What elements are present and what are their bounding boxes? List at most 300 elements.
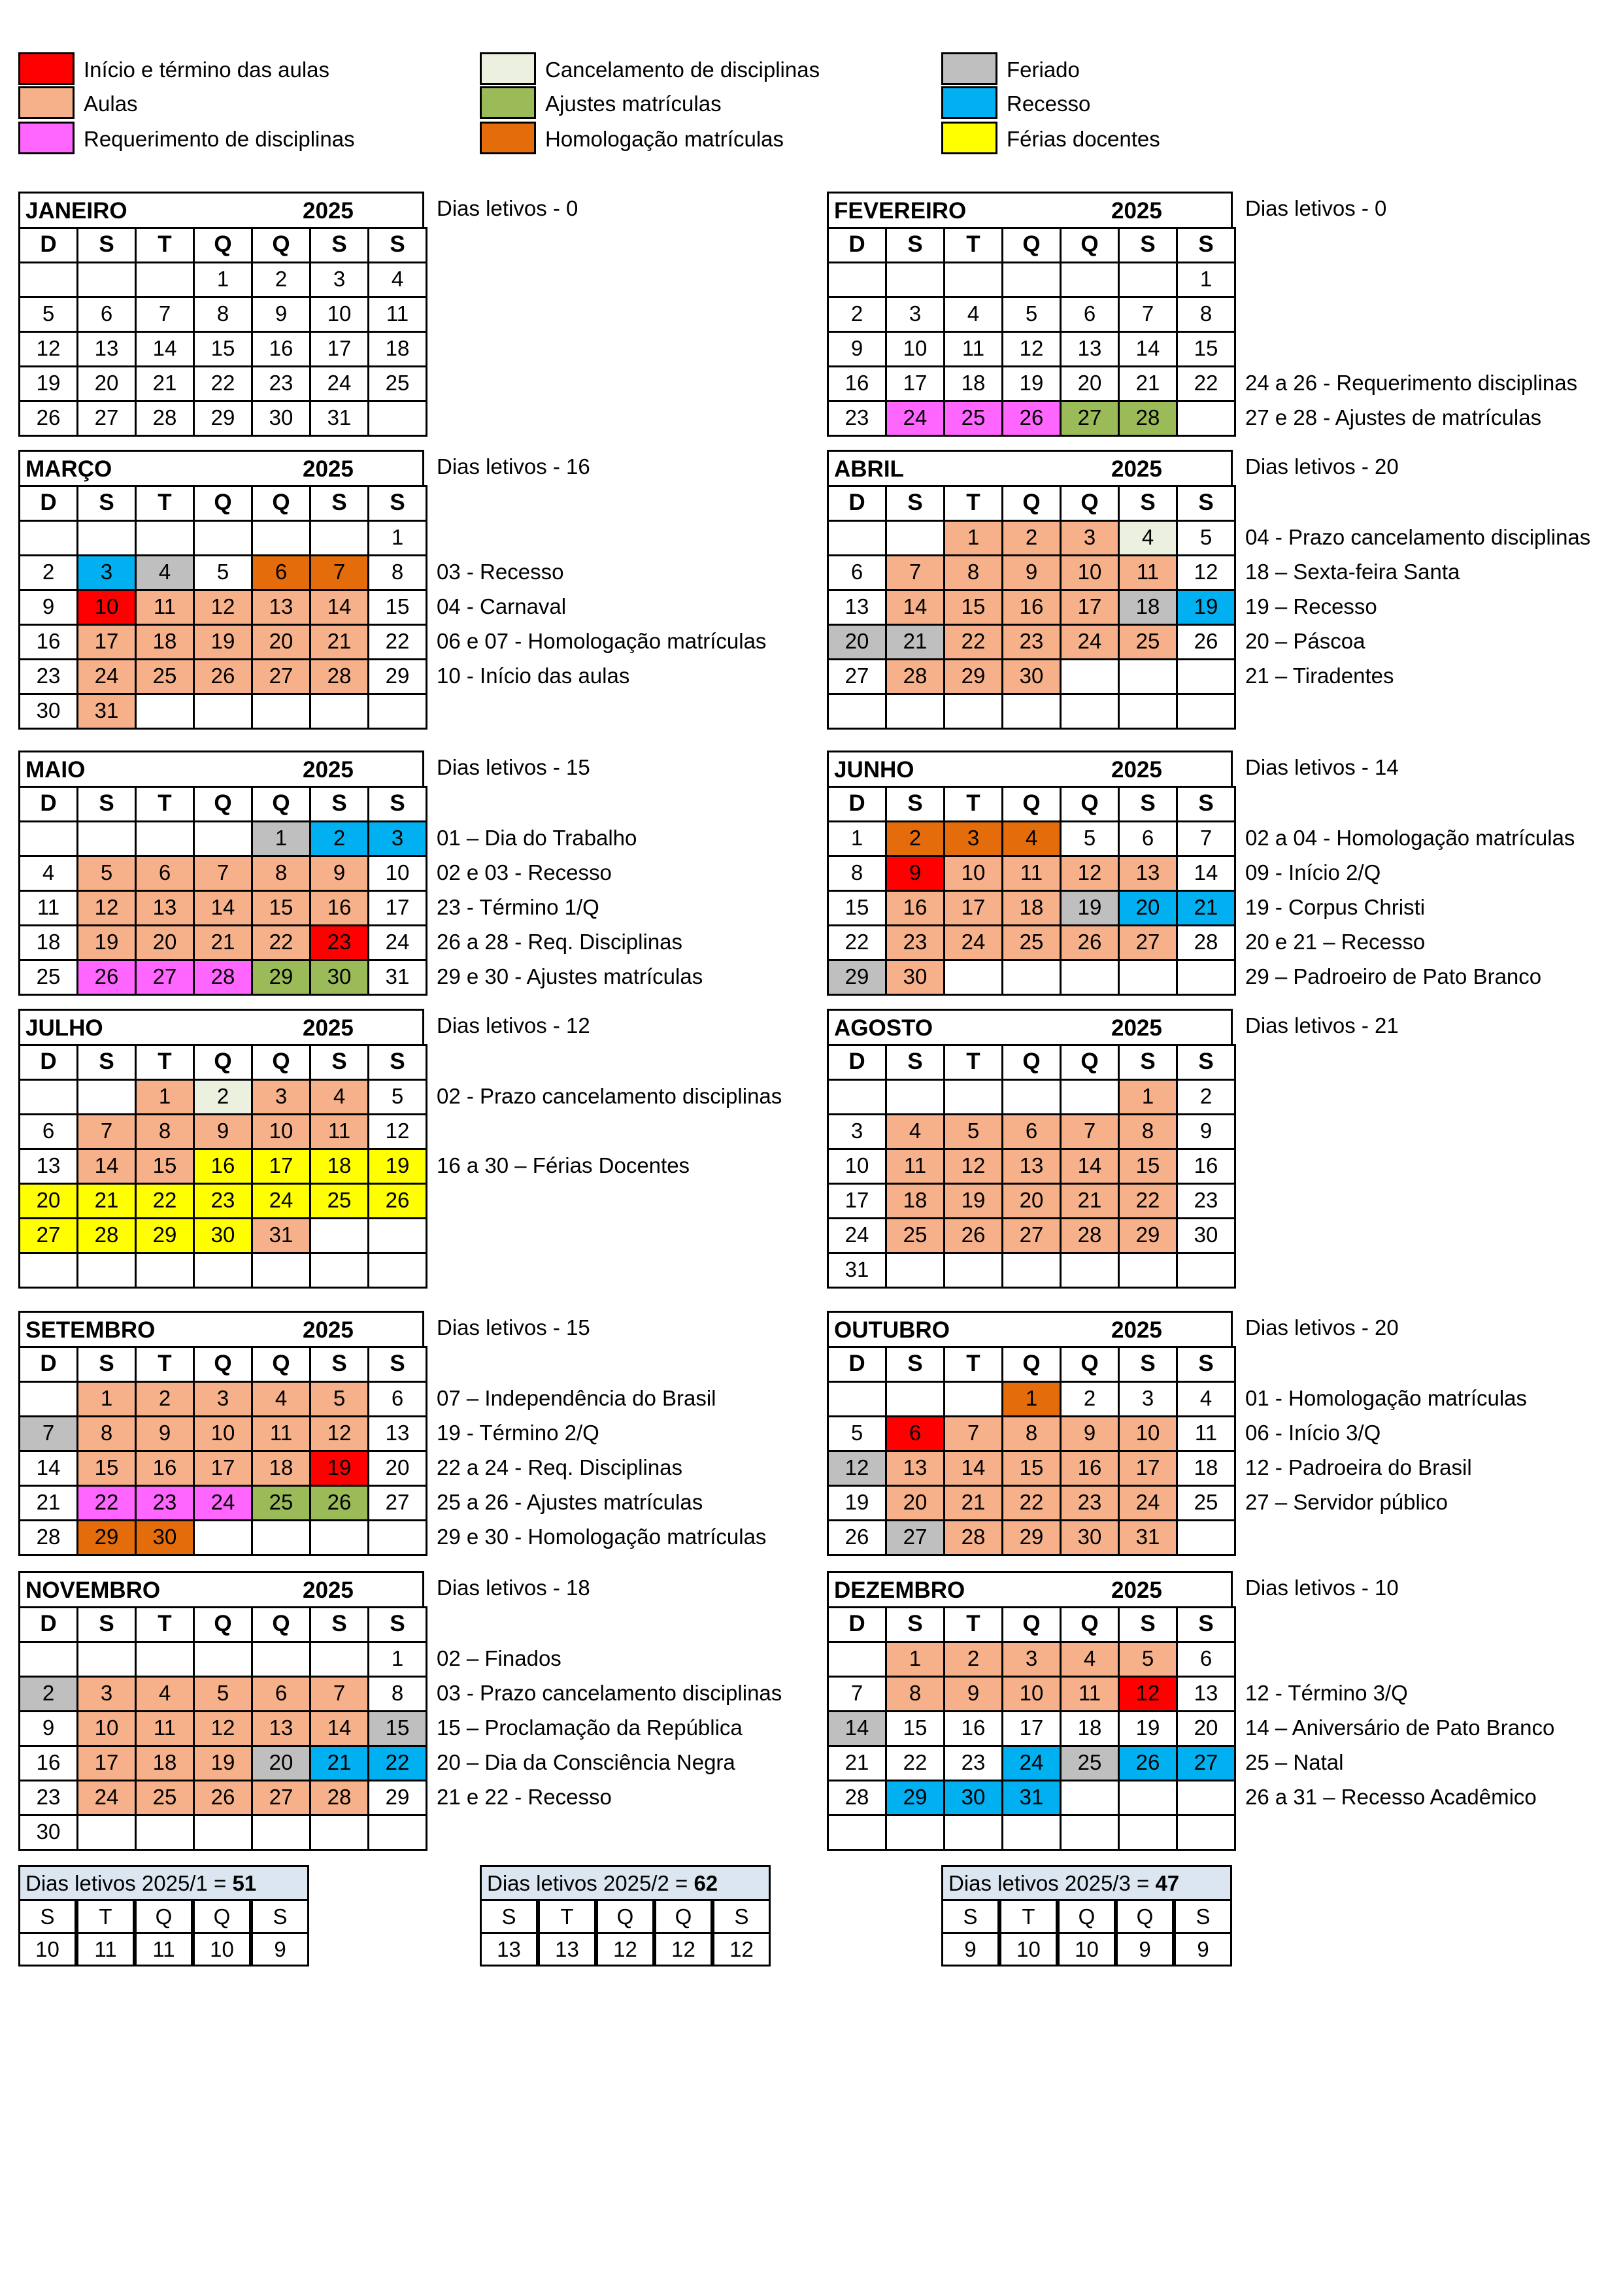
day-cell: 1 bbox=[135, 1079, 195, 1115]
day-cell: 30 bbox=[193, 1217, 253, 1254]
month-year: 2025 bbox=[1111, 1578, 1162, 1603]
day-cell: 15 bbox=[135, 1148, 195, 1185]
day-cell: 4 bbox=[251, 1381, 311, 1417]
day-cell: 17 bbox=[885, 365, 945, 402]
month-name: MARÇO bbox=[25, 456, 112, 482]
day-cell: 20 bbox=[251, 1745, 311, 1781]
day-cell: 28 bbox=[1176, 924, 1236, 961]
day-cell: 25 bbox=[1001, 924, 1062, 961]
weekday-header: T bbox=[943, 1044, 1003, 1081]
day-cell: 18 bbox=[1118, 589, 1178, 626]
day-cell: 4 bbox=[1176, 1381, 1236, 1417]
day-cell: 2 bbox=[1060, 1381, 1120, 1417]
event-note: 29 e 30 - Homologação matrículas bbox=[437, 1525, 767, 1549]
day-cell: 4 bbox=[135, 554, 195, 591]
day-cell: 28 bbox=[76, 1217, 137, 1254]
day-cell: 11 bbox=[1060, 1676, 1120, 1712]
day-cell: 16 bbox=[18, 1745, 78, 1781]
day-cell: 3 bbox=[943, 820, 1003, 857]
day-cell: 29 bbox=[367, 658, 427, 695]
day-cell: 3 bbox=[1060, 520, 1120, 556]
day-cell: 6 bbox=[1176, 1641, 1236, 1678]
month-header bbox=[827, 1571, 1233, 1608]
day-cell: 11 bbox=[1118, 554, 1178, 591]
day-cell: 10 bbox=[367, 855, 427, 892]
day-cell: 7 bbox=[885, 554, 945, 591]
day-cell: 5 bbox=[76, 855, 137, 892]
empty-cell bbox=[1001, 262, 1062, 298]
event-note: 23 - Término 1/Q bbox=[437, 895, 599, 919]
summary-count: 9 bbox=[1116, 1932, 1174, 1967]
day-cell: 27 bbox=[885, 1519, 945, 1556]
day-cell: 29 bbox=[943, 658, 1003, 695]
day-cell: 31 bbox=[827, 1252, 887, 1289]
weekday-header: S bbox=[885, 786, 945, 822]
day-cell: 4 bbox=[1001, 820, 1062, 857]
empty-cell bbox=[193, 1252, 253, 1289]
day-cell: 3 bbox=[367, 820, 427, 857]
day-cell: 3 bbox=[309, 262, 369, 298]
day-cell: 23 bbox=[135, 1485, 195, 1521]
day-cell: 28 bbox=[943, 1519, 1003, 1556]
weekday-header: S bbox=[1176, 1346, 1236, 1383]
weekday-header: S bbox=[1118, 227, 1178, 263]
event-note: 06 - Início 3/Q bbox=[1245, 1421, 1381, 1445]
day-cell: 22 bbox=[885, 1745, 945, 1781]
empty-cell bbox=[885, 520, 945, 556]
day-cell: 22 bbox=[367, 1745, 427, 1781]
weekday-header: S bbox=[76, 485, 137, 522]
empty-cell bbox=[1060, 1814, 1120, 1851]
summary-weekday: S bbox=[941, 1899, 999, 1934]
weekday-header: D bbox=[827, 1346, 887, 1383]
empty-cell bbox=[193, 1641, 253, 1678]
day-cell: 12 bbox=[367, 1113, 427, 1150]
day-cell: 1 bbox=[1118, 1079, 1178, 1115]
dias-letivos-label: Dias letivos - 0 bbox=[1245, 196, 1387, 220]
day-cell: 13 bbox=[1176, 1676, 1236, 1712]
day-cell: 19 bbox=[1176, 589, 1236, 626]
summary-weekday: Q bbox=[193, 1899, 251, 1934]
weekday-header: S bbox=[309, 1044, 369, 1081]
weekday-header: S bbox=[76, 1044, 137, 1081]
day-cell: 20 bbox=[18, 1183, 78, 1219]
month-name: JUNHO bbox=[834, 757, 914, 783]
day-cell: 27 bbox=[1118, 924, 1178, 961]
day-cell: 15 bbox=[76, 1450, 137, 1487]
day-cell: 2 bbox=[309, 820, 369, 857]
day-cell: 12 bbox=[1176, 554, 1236, 591]
day-cell: 14 bbox=[1118, 331, 1178, 367]
day-cell: 18 bbox=[309, 1148, 369, 1185]
summary-weekday: S bbox=[18, 1899, 76, 1934]
day-cell: 21 bbox=[76, 1183, 137, 1219]
empty-cell bbox=[135, 520, 195, 556]
day-cell: 30 bbox=[943, 1780, 1003, 1816]
day-cell: 16 bbox=[251, 331, 311, 367]
event-note: 20 – Dia da Consciência Negra bbox=[437, 1750, 735, 1774]
weekday-header: T bbox=[135, 786, 195, 822]
day-cell: 13 bbox=[885, 1450, 945, 1487]
weekday-header: D bbox=[18, 786, 78, 822]
day-cell: 4 bbox=[885, 1113, 945, 1150]
day-cell: 6 bbox=[135, 855, 195, 892]
weekday-header: D bbox=[18, 1606, 78, 1643]
event-note: 24 a 26 - Requerimento disciplinas bbox=[1245, 371, 1578, 395]
day-cell: 25 bbox=[885, 1217, 945, 1254]
month-year: 2025 bbox=[303, 1578, 354, 1603]
day-cell: 21 bbox=[827, 1745, 887, 1781]
day-cell: 15 bbox=[943, 589, 1003, 626]
day-cell: 14 bbox=[1176, 855, 1236, 892]
empty-cell bbox=[1176, 658, 1236, 695]
day-cell: 22 bbox=[135, 1183, 195, 1219]
day-cell: 6 bbox=[18, 1113, 78, 1150]
day-cell: 24 bbox=[1001, 1745, 1062, 1781]
day-cell: 2 bbox=[943, 1641, 1003, 1678]
day-cell: 31 bbox=[1118, 1519, 1178, 1556]
event-note: 27 e 28 - Ajustes de matrículas bbox=[1245, 405, 1542, 430]
day-cell: 30 bbox=[309, 959, 369, 996]
day-cell: 8 bbox=[193, 296, 253, 333]
empty-cell bbox=[135, 1814, 195, 1851]
empty-cell bbox=[1060, 693, 1120, 730]
day-cell: 5 bbox=[193, 554, 253, 591]
month-year: 2025 bbox=[1111, 1317, 1162, 1343]
month-name: FEVEREIRO bbox=[834, 198, 967, 224]
empty-cell bbox=[251, 1641, 311, 1678]
empty-cell bbox=[18, 520, 78, 556]
summary-count: 12 bbox=[654, 1932, 712, 1967]
day-cell: 1 bbox=[193, 262, 253, 298]
empty-cell bbox=[1001, 1814, 1062, 1851]
day-cell: 5 bbox=[1001, 296, 1062, 333]
month-header bbox=[18, 1009, 424, 1046]
day-cell: 18 bbox=[1176, 1450, 1236, 1487]
day-cell: 14 bbox=[76, 1148, 137, 1185]
day-cell: 7 bbox=[309, 554, 369, 591]
day-cell: 31 bbox=[309, 400, 369, 437]
day-cell: 10 bbox=[1001, 1676, 1062, 1712]
month-year: 2025 bbox=[303, 198, 354, 224]
day-cell: 20 bbox=[76, 365, 137, 402]
day-cell: 20 bbox=[251, 624, 311, 660]
empty-cell bbox=[1001, 1252, 1062, 1289]
day-cell: 27 bbox=[135, 959, 195, 996]
day-cell: 27 bbox=[827, 658, 887, 695]
day-cell: 15 bbox=[827, 890, 887, 926]
weekday-header: T bbox=[943, 1346, 1003, 1383]
empty-cell bbox=[1176, 400, 1236, 437]
event-note: 02 - Prazo cancelamento disciplinas bbox=[437, 1084, 782, 1108]
month-year: 2025 bbox=[303, 757, 354, 783]
empty-cell bbox=[367, 1217, 427, 1254]
day-cell: 18 bbox=[135, 1745, 195, 1781]
day-cell: 27 bbox=[251, 658, 311, 695]
day-cell: 16 bbox=[309, 890, 369, 926]
day-cell: 25 bbox=[309, 1183, 369, 1219]
summary-count: 11 bbox=[135, 1932, 193, 1967]
weekday-header: Q bbox=[193, 1606, 253, 1643]
day-cell: 20 bbox=[135, 924, 195, 961]
empty-cell bbox=[135, 1641, 195, 1678]
day-cell: 3 bbox=[193, 1381, 253, 1417]
weekday-header: S bbox=[76, 227, 137, 263]
day-cell: 6 bbox=[76, 296, 137, 333]
day-cell: 26 bbox=[827, 1519, 887, 1556]
weekday-header: S bbox=[1118, 1346, 1178, 1383]
weekday-header: S bbox=[1176, 485, 1236, 522]
empty-cell bbox=[885, 1814, 945, 1851]
day-cell: 7 bbox=[1176, 820, 1236, 857]
event-note: 12 - Padroeira do Brasil bbox=[1245, 1455, 1472, 1479]
empty-cell bbox=[885, 1381, 945, 1417]
weekday-header: S bbox=[1118, 485, 1178, 522]
empty-cell bbox=[943, 1079, 1003, 1115]
day-cell: 31 bbox=[251, 1217, 311, 1254]
empty-cell bbox=[943, 262, 1003, 298]
day-cell: 6 bbox=[251, 554, 311, 591]
day-cell: 29 bbox=[1118, 1217, 1178, 1254]
empty-cell bbox=[18, 1641, 78, 1678]
summary-count: 12 bbox=[596, 1932, 654, 1967]
empty-cell bbox=[827, 1079, 887, 1115]
weekday-header: S bbox=[309, 786, 369, 822]
day-cell: 17 bbox=[193, 1450, 253, 1487]
day-cell: 23 bbox=[1176, 1183, 1236, 1219]
weekday-header: T bbox=[135, 485, 195, 522]
summary-weekday: T bbox=[538, 1899, 596, 1934]
day-cell: 22 bbox=[193, 365, 253, 402]
day-cell: 26 bbox=[193, 1780, 253, 1816]
empty-cell bbox=[1176, 959, 1236, 996]
day-cell: 26 bbox=[1118, 1745, 1178, 1781]
event-note: 03 - Prazo cancelamento disciplinas bbox=[437, 1681, 782, 1705]
empty-cell bbox=[76, 520, 137, 556]
day-cell: 13 bbox=[18, 1148, 78, 1185]
empty-cell bbox=[18, 1079, 78, 1115]
day-cell: 22 bbox=[76, 1485, 137, 1521]
empty-cell bbox=[1176, 1252, 1236, 1289]
weekday-header: S bbox=[1118, 1044, 1178, 1081]
month-year: 2025 bbox=[1111, 198, 1162, 224]
day-cell: 30 bbox=[885, 959, 945, 996]
weekday-header: Q bbox=[1001, 1606, 1062, 1643]
day-cell: 11 bbox=[309, 1113, 369, 1150]
month-name: JANEIRO bbox=[25, 198, 127, 224]
day-cell: 11 bbox=[251, 1415, 311, 1452]
weekday-header: Q bbox=[1001, 485, 1062, 522]
day-cell: 12 bbox=[943, 1148, 1003, 1185]
summary-total: 51 bbox=[232, 1871, 257, 1895]
day-cell: 19 bbox=[367, 1148, 427, 1185]
empty-cell bbox=[367, 400, 427, 437]
empty-cell bbox=[193, 1519, 253, 1556]
legend-swatch bbox=[480, 86, 536, 119]
event-note: 01 - Homologação matrículas bbox=[1245, 1386, 1528, 1410]
day-cell: 23 bbox=[1060, 1485, 1120, 1521]
month-year: 2025 bbox=[303, 456, 354, 482]
empty-cell bbox=[309, 1814, 369, 1851]
dias-letivos-label: Dias letivos - 18 bbox=[437, 1576, 590, 1600]
day-cell: 18 bbox=[18, 924, 78, 961]
weekday-header: S bbox=[76, 1606, 137, 1643]
month-year: 2025 bbox=[1111, 456, 1162, 482]
day-cell: 18 bbox=[885, 1183, 945, 1219]
event-note: 26 a 28 - Req. Disciplinas bbox=[437, 930, 683, 954]
day-cell: 12 bbox=[827, 1450, 887, 1487]
dias-letivos-label: Dias letivos - 16 bbox=[437, 454, 590, 479]
empty-cell bbox=[943, 1252, 1003, 1289]
day-cell: 5 bbox=[18, 296, 78, 333]
weekday-header: Q bbox=[193, 1044, 253, 1081]
summary-weekday: Q bbox=[1116, 1899, 1174, 1934]
day-cell: 25 bbox=[135, 1780, 195, 1816]
day-cell: 7 bbox=[1060, 1113, 1120, 1150]
weekday-header: T bbox=[943, 1606, 1003, 1643]
day-cell: 10 bbox=[1060, 554, 1120, 591]
day-cell: 5 bbox=[943, 1113, 1003, 1150]
event-note: 07 – Independência do Brasil bbox=[437, 1386, 716, 1410]
month-name: MAIO bbox=[25, 757, 86, 783]
dias-letivos-label: Dias letivos - 20 bbox=[1245, 454, 1399, 479]
day-cell: 21 bbox=[309, 1745, 369, 1781]
day-cell: 15 bbox=[1176, 331, 1236, 367]
day-cell: 12 bbox=[1118, 1676, 1178, 1712]
day-cell: 11 bbox=[135, 589, 195, 626]
legend-swatch bbox=[18, 122, 75, 154]
empty-cell bbox=[309, 1252, 369, 1289]
summary-count: 13 bbox=[480, 1932, 538, 1967]
day-cell: 19 bbox=[943, 1183, 1003, 1219]
event-note: 22 a 24 - Req. Disciplinas bbox=[437, 1455, 683, 1479]
empty-cell bbox=[193, 520, 253, 556]
day-cell: 2 bbox=[135, 1381, 195, 1417]
month-name: AGOSTO bbox=[834, 1015, 933, 1041]
day-cell: 9 bbox=[1176, 1113, 1236, 1150]
summary-weekday: Q bbox=[135, 1899, 193, 1934]
day-cell: 8 bbox=[135, 1113, 195, 1150]
event-note: 15 – Proclamação da República bbox=[437, 1715, 743, 1740]
day-cell: 21 bbox=[309, 624, 369, 660]
day-cell: 25 bbox=[1176, 1485, 1236, 1521]
day-cell: 20 bbox=[827, 624, 887, 660]
day-cell: 24 bbox=[1060, 624, 1120, 660]
day-cell: 5 bbox=[193, 1676, 253, 1712]
day-cell: 13 bbox=[251, 1710, 311, 1747]
day-cell: 12 bbox=[193, 589, 253, 626]
day-cell: 19 bbox=[193, 624, 253, 660]
summary-header bbox=[18, 1865, 309, 1901]
summary-header bbox=[480, 1865, 771, 1901]
event-note: 04 - Carnaval bbox=[437, 594, 567, 618]
day-cell: 13 bbox=[1060, 331, 1120, 367]
month-year: 2025 bbox=[303, 1015, 354, 1041]
day-cell: 28 bbox=[1118, 400, 1178, 437]
day-cell: 30 bbox=[1060, 1519, 1120, 1556]
day-cell: 28 bbox=[18, 1519, 78, 1556]
summary-count: 10 bbox=[18, 1932, 76, 1967]
day-cell: 8 bbox=[367, 1676, 427, 1712]
day-cell: 3 bbox=[827, 1113, 887, 1150]
empty-cell bbox=[1118, 262, 1178, 298]
weekday-header: Q bbox=[251, 1346, 311, 1383]
day-cell: 22 bbox=[1001, 1485, 1062, 1521]
empty-cell bbox=[1118, 1814, 1178, 1851]
day-cell: 21 bbox=[1176, 890, 1236, 926]
day-cell: 3 bbox=[251, 1079, 311, 1115]
day-cell: 9 bbox=[943, 1676, 1003, 1712]
day-cell: 23 bbox=[827, 400, 887, 437]
empty-cell bbox=[1060, 1079, 1120, 1115]
day-cell: 27 bbox=[1060, 400, 1120, 437]
day-cell: 6 bbox=[1060, 296, 1120, 333]
empty-cell bbox=[76, 262, 137, 298]
day-cell: 2 bbox=[18, 554, 78, 591]
day-cell: 6 bbox=[827, 554, 887, 591]
day-cell: 10 bbox=[885, 331, 945, 367]
empty-cell bbox=[1060, 1780, 1120, 1816]
day-cell: 1 bbox=[367, 520, 427, 556]
weekday-header: D bbox=[18, 1044, 78, 1081]
day-cell: 11 bbox=[367, 296, 427, 333]
day-cell: 17 bbox=[1118, 1450, 1178, 1487]
day-cell: 26 bbox=[1060, 924, 1120, 961]
weekday-header: Q bbox=[1060, 1606, 1120, 1643]
empty-cell bbox=[251, 1519, 311, 1556]
month-header bbox=[18, 1311, 424, 1348]
legend-swatch bbox=[18, 86, 75, 119]
weekday-header: Q bbox=[251, 1606, 311, 1643]
weekday-header: D bbox=[827, 786, 887, 822]
day-cell: 5 bbox=[827, 1415, 887, 1452]
day-cell: 22 bbox=[251, 924, 311, 961]
day-cell: 9 bbox=[885, 855, 945, 892]
summary-weekday: T bbox=[76, 1899, 135, 1934]
day-cell: 22 bbox=[1118, 1183, 1178, 1219]
weekday-header: D bbox=[827, 485, 887, 522]
event-note: 16 a 30 – Férias Docentes bbox=[437, 1153, 690, 1177]
day-cell: 21 bbox=[193, 924, 253, 961]
day-cell: 28 bbox=[135, 400, 195, 437]
day-cell: 12 bbox=[1001, 331, 1062, 367]
weekday-header: Q bbox=[1001, 1044, 1062, 1081]
day-cell: 16 bbox=[135, 1450, 195, 1487]
event-note: 19 - Término 2/Q bbox=[437, 1421, 599, 1445]
day-cell: 24 bbox=[1118, 1485, 1178, 1521]
day-cell: 9 bbox=[251, 296, 311, 333]
day-cell: 6 bbox=[251, 1676, 311, 1712]
day-cell: 24 bbox=[76, 1780, 137, 1816]
weekday-header: Q bbox=[1060, 786, 1120, 822]
event-note: 19 - Corpus Christi bbox=[1245, 895, 1426, 919]
day-cell: 29 bbox=[135, 1217, 195, 1254]
empty-cell bbox=[193, 1814, 253, 1851]
empty-cell bbox=[827, 1381, 887, 1417]
summary-count: 9 bbox=[251, 1932, 309, 1967]
day-cell: 26 bbox=[76, 959, 137, 996]
day-cell: 17 bbox=[76, 624, 137, 660]
day-cell: 27 bbox=[367, 1485, 427, 1521]
weekday-header: S bbox=[885, 227, 945, 263]
day-cell: 16 bbox=[827, 365, 887, 402]
month-header bbox=[18, 450, 424, 487]
summary-count: 12 bbox=[712, 1932, 771, 1967]
day-cell: 13 bbox=[1118, 855, 1178, 892]
day-cell: 13 bbox=[1001, 1148, 1062, 1185]
event-note: 09 - Início 2/Q bbox=[1245, 860, 1381, 885]
empty-cell bbox=[1060, 262, 1120, 298]
